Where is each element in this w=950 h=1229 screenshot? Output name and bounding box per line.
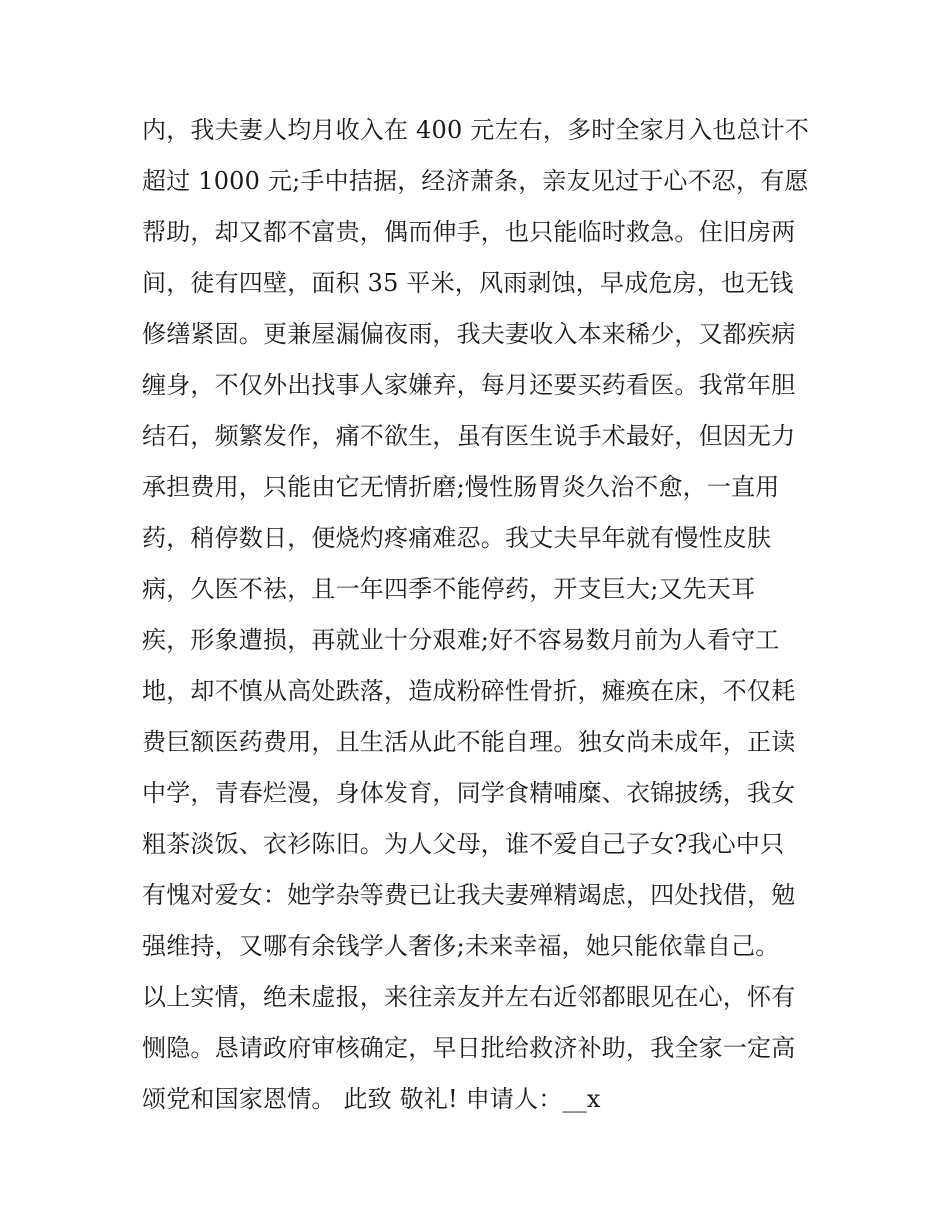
text-line: 承担费用，只能由它无情折磨;慢性肠胃炎久治不愈，一直用 [142,473,780,501]
text-line: 药，稍停数日，便烧灼疼痛难忍。我丈夫早年就有慢性皮肤 [142,524,772,552]
text-line: 有愧对爱女：她学杂等费已让我夫妻殚精竭虑，四处找借，勉 [142,881,796,909]
text-line: 帮助，却又都不富贵，偶而伸手，也只能临时救急。住旧房两 [142,218,796,246]
signature-line: 颂党和国家恩情。 此致 敬礼! 申请人：__x [142,1085,601,1113]
text-line: 超过 1000 元;手中拮据，经济萧条，亲友见过于心不忍，有愿 [142,167,809,195]
body-text [142,109,822,1129]
text-line: 费巨额医药费用，且生活从此不能自理。独女尚未成年，正读 [142,728,796,756]
text-line: 地，却不慎从高处跌落，造成粉碎性骨折，瘫痪在床，不仅耗 [142,677,796,705]
text-line: 恻隐。恳请政府审核确定，早日批给救济补助，我全家一定高 [142,1034,796,1062]
text-line: 内，我夫妻人均月收入在 400 元左右，多时全家月入也总计不 [142,116,810,144]
text-line: 缠身，不仅外出找事人家嫌弃，每月还要买药看医。我常年胆 [142,371,796,399]
text-line: 结石，频繁发作，痛不欲生，虽有医生说手术最好，但因无力 [142,422,796,450]
text-line: 强维持，又哪有余钱学人奢侈;未来幸福，她只能依靠自己。 [142,932,780,960]
text-line: 修缮紧固。更兼屋漏偏夜雨，我夫妻收入本来稀少，又都疾病 [142,320,796,348]
text-line: 间，徒有四壁，面积 35 平米，风雨剥蚀，早成危房，也无钱 [142,269,794,297]
text-line: 中学，青春烂漫，身体发育，同学食精哺糜、衣锦披绣，我女 [142,779,796,807]
text-line: 病，久医不祛，且一年四季不能停药，开支巨大;又先天耳 [142,575,756,603]
text-line: 疾，形象遭损，再就业十分艰难;好不容易数月前为人看守工 [142,626,780,654]
text-line: 以上实情，绝未虚报，来往亲友并左右近邻都眼见在心，怀有 [142,983,796,1011]
text-line: 粗茶淡饭、衣衫陈旧。为人父母，谁不爱自己子女?我心中只 [142,830,785,858]
